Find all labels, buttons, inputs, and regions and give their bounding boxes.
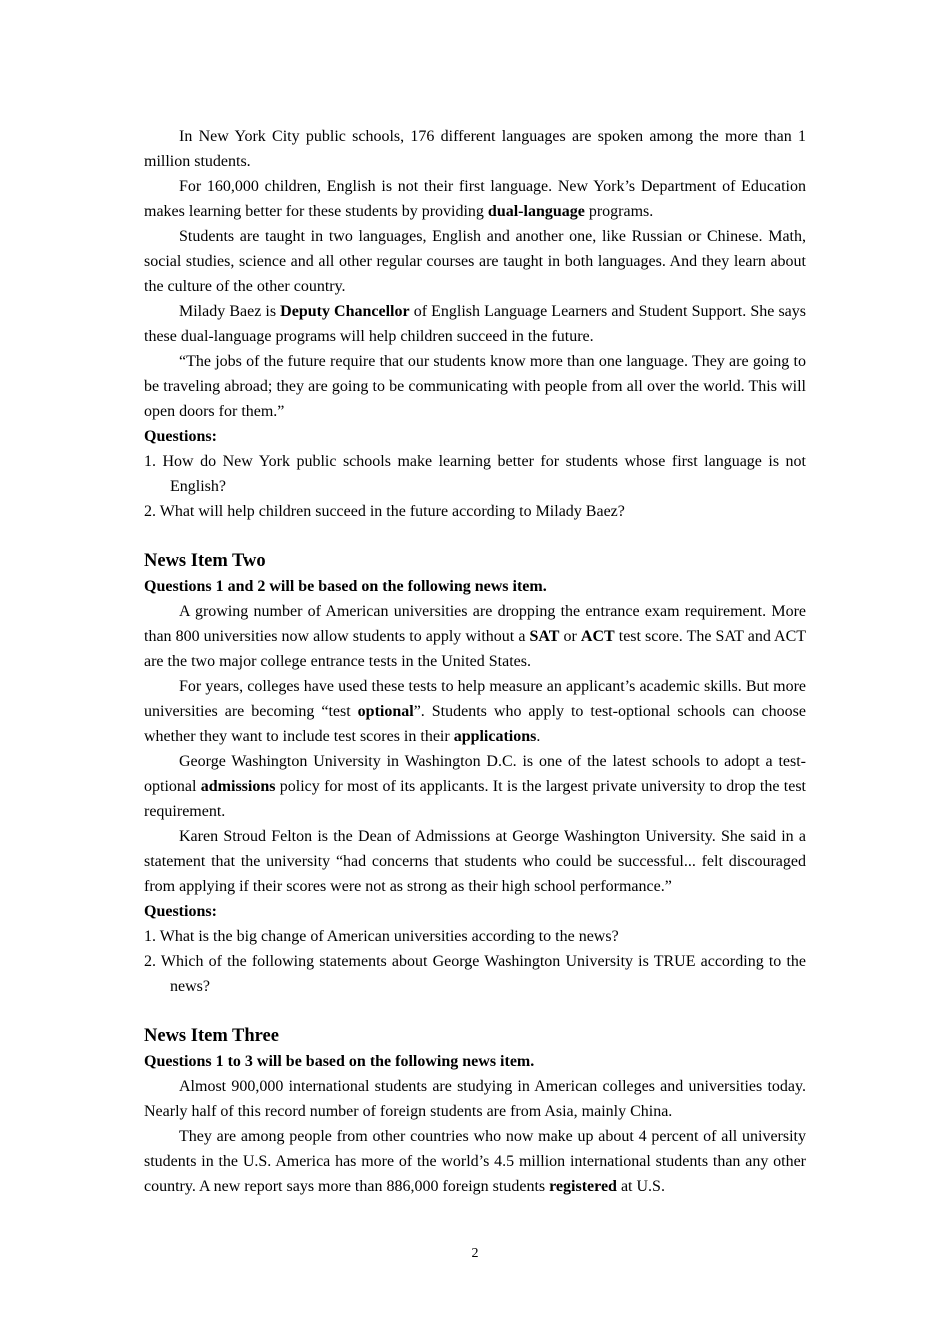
- questions-heading: Questions:: [144, 903, 217, 920]
- bold-term: applications: [453, 728, 537, 745]
- questions-heading: Questions:: [144, 428, 217, 445]
- news-item-title: News Item Two: [144, 551, 266, 571]
- paragraph: They are among people from other countries who now make up about 4 percent of all university students in the U.S. America has more of the world’s 4.5 million international students than any other country. A new report says more than 886,000 foreign students registered at U.S.: [144, 1128, 806, 1195]
- paragraph: In New York City public schools, 176 different languages are spoken among the more than 1 million students.: [144, 128, 806, 170]
- question: 1. How do New York public schools make learning better for students whose first language is not English?: [144, 453, 806, 495]
- paragraph: “The jobs of the future require that our students know more than one language. They are going to be traveling abroad; they are going to be communicating with people from all over the world. This will open doors for them.”: [144, 353, 806, 420]
- news-item-title: News Item Three: [144, 1026, 279, 1046]
- spacer: [144, 524, 806, 549]
- bold-term: dual-language: [487, 203, 585, 220]
- paragraph: George Washington University in Washington D.C. is one of the latest schools to adopt a test-optional admissions policy for most of its applicants. It is the largest private university to drop the test requirement.: [144, 753, 806, 820]
- bold-term: SAT: [529, 628, 560, 645]
- paragraph: For years, colleges have used these tests to help measure an applicant’s academic skills. But more universities are becoming “test optional”. Students who apply to test-optional schools can choose whether they want to include test scores in their applications.: [144, 678, 806, 745]
- paragraph: Milady Baez is Deputy Chancellor of English Language Learners and Student Support. She says these dual-language programs will help children succeed in the future.: [144, 303, 806, 345]
- paragraph: For 160,000 children, English is not their first language. New York’s Department of Education makes learning better for these students by providing dual-language programs.: [144, 178, 806, 220]
- question: 2. What will help children succeed in the future according to Milady Baez?: [144, 503, 625, 520]
- news-item-subtitle: Questions 1 to 3 will be based on the following news item.: [144, 1053, 535, 1070]
- spacer: [144, 999, 806, 1024]
- paragraph: A growing number of American universities are dropping the entrance exam requirement. More than 800 universities now allow students to apply without a SAT or ACT test score. The SAT and ACT are the two major college entrance tests in the United States.: [144, 603, 807, 670]
- document-page: [144, 124, 806, 1199]
- bold-term: registered: [549, 1178, 617, 1195]
- bold-term: ACT: [580, 628, 615, 645]
- question: 1. What is the big change of American universities according to the news?: [144, 928, 619, 945]
- paragraph: Students are taught in two languages, English and another one, like Russian or Chinese. Math, social studies, science and all other regular courses are taught in both languages. And they learn about the culture of the other country.: [144, 228, 806, 295]
- question: 2. Which of the following statements about George Washington University is TRUE according to the news?: [144, 953, 806, 995]
- bold-term: optional: [357, 703, 414, 720]
- bold-term: admissions: [200, 778, 276, 795]
- paragraph: Karen Stroud Felton is the Dean of Admissions at George Washington University. She said in a statement that the university “had concerns that students who could be successful... felt discouraged from applying if their scores were not as strong as their high school performance.”: [144, 828, 806, 895]
- paragraph: Almost 900,000 international students are studying in American colleges and universities today. Nearly half of this record number of foreign students are from Asia, mainly China.: [144, 1078, 806, 1120]
- bold-term: Deputy Chancellor: [280, 303, 410, 320]
- page-number: 2: [471, 1246, 479, 1261]
- news-item-subtitle: Questions 1 and 2 will be based on the following news item.: [144, 578, 547, 595]
